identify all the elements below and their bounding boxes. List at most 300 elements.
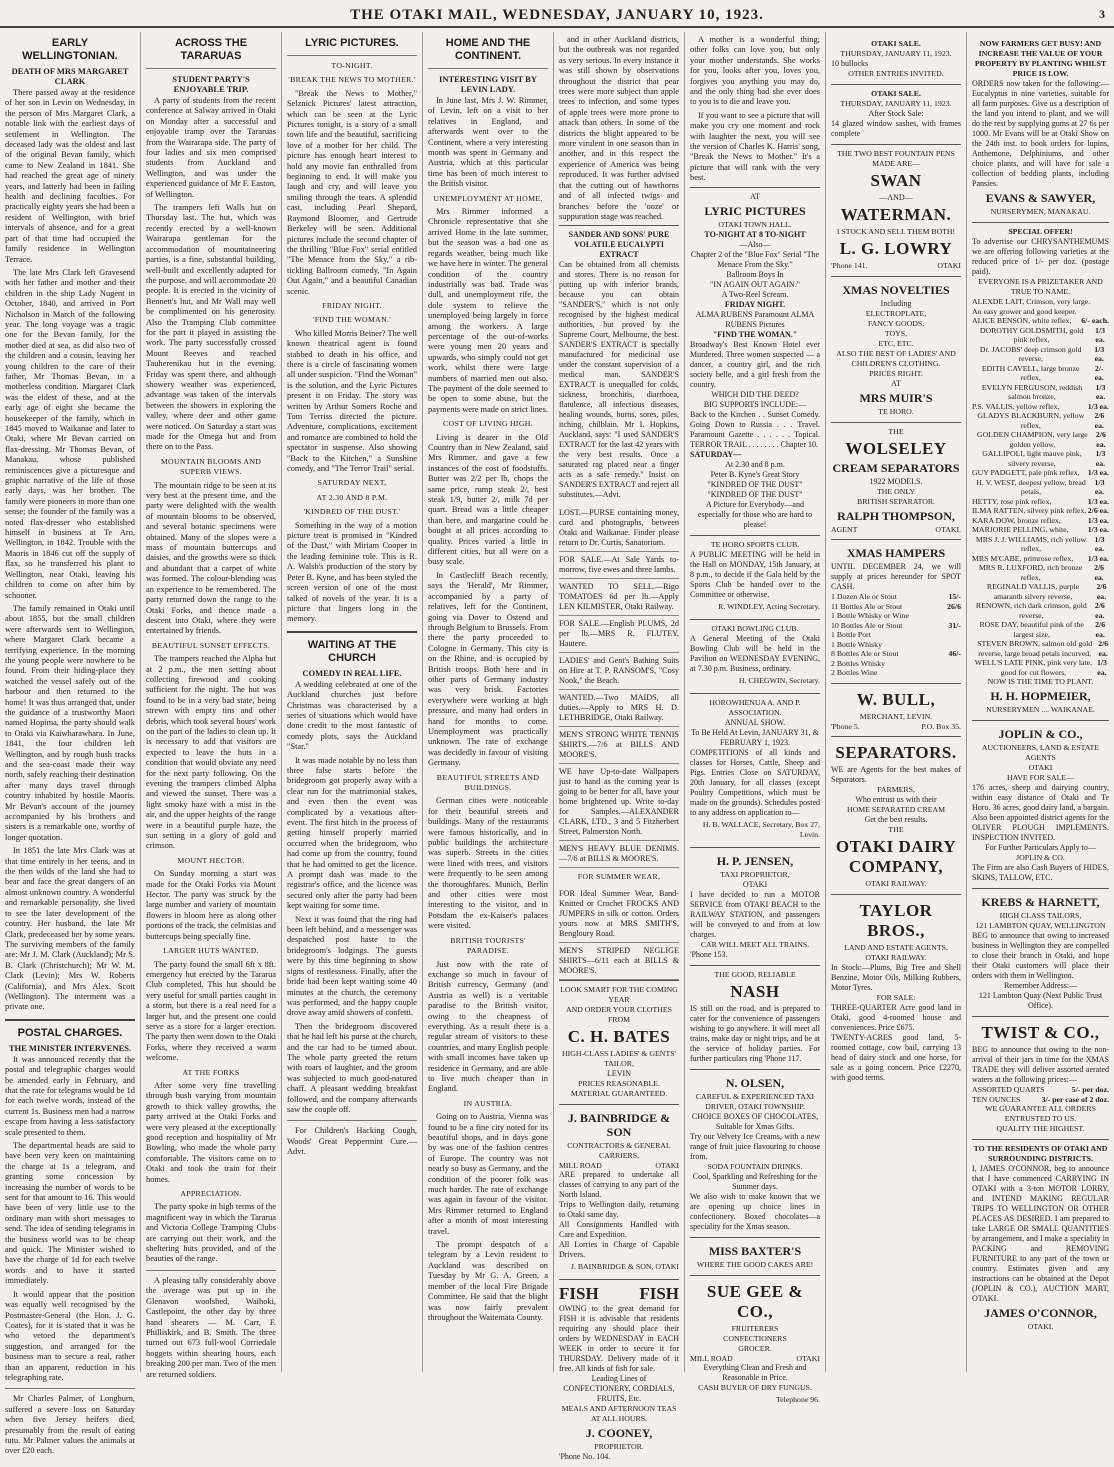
section-heading: TO-NIGHT. — [331, 61, 373, 70]
price-value: 1/3 ea. — [1095, 382, 1106, 401]
ad-name: WOLSELEY — [845, 438, 947, 458]
page-number: 3 — [1099, 7, 1106, 21]
article-subhead: INTERESTING VISIT BY LEVIN LADY. — [439, 74, 537, 94]
ad-line: At 2.30 and 8 p.m. — [725, 459, 785, 469]
ad-text: A General Meeting of the Otaki Bowling Club will be held in the Pavilion on WEDNESDAY EVENING, at 7.30 p.m. Business, ordinary. — [690, 633, 820, 673]
article-subhead: COMEDY IN REAL LIFE. — [302, 667, 402, 678]
price-value: 3/- per case of 2 doz. — [1041, 1094, 1109, 1104]
ad-signature: H. B. WALLACE, Secretary, Box 27, Levin. — [702, 819, 820, 839]
ad-line: PRICES RIGHT. — [869, 368, 923, 378]
ad-text: 14 glazed window sashes, with frames complete — [831, 119, 961, 138]
ad-name: H. P. JENSEN, — [716, 853, 794, 868]
ad-line: "FIND THE WOMAN." — [712, 329, 798, 339]
ad-name: L. G. LOWRY — [839, 239, 953, 258]
advertisement-joplin — [972, 720, 1109, 888]
section-heading: FRIDAY NIGHT. — [322, 300, 382, 310]
ad-text: WE are Agents for the best makes of Separators. — [831, 765, 961, 784]
article-paragraph: In 1851 the late Mrs Clark was at that time entirely in her teens, and in the then wilds of the land she had to bear and face the great dangers of an almost unknown country. A wonderful and remarkable personality, she lived to see the later development of the country. Her husband, the late Mr Clark, predeceased her by some years. The surviving members of the family are: Mr J. M. Clark (Auckland); Mr S. B. Clark (Christchurch); Mr W. M. Clark (Levin); Mrs W. Roberts (California), and Mrs Alex. Scott (Wellington). The interment was a private one. — [5, 846, 135, 1012]
price-value: 1/3 ea. — [1094, 534, 1105, 553]
article-paragraph: There passed away at the residence of her son in Levin on Wednesday, in the person of Mrs Margaret Clark, a notable link with the earliest days of settlement in Wellington. The deceased lady was the oldest and last of the original Bevan family, which came to New Zealand in 1841. She had reached the great age of ninety years, and latterly had been in failing health and declining faculties. For practically eighty years she had been a resident of Wellington, with brief intervals of absence, and for a great part of that time had occupied the family residence in Wellington Terrace. — [5, 88, 135, 264]
article-paragraph: After some very fine travelling through bush varying from mountain growth to thick valley growths, the party arrived at the Otaki Forks and were very pleased at the exceptionally good reception and hospitality of Mr Bowling, who made the whole party comfortable. The visitors came on to Otaki and took the train for their homes. — [146, 1080, 276, 1184]
section-heading: MOUNTAIN BLOOMS AND SUPERB VIEWS. — [160, 456, 262, 477]
price-row — [831, 640, 961, 650]
price-item: 11 Bottles Ale or Stout — [831, 601, 903, 611]
divider — [146, 68, 276, 69]
ad-line: "IN AGAIN OUT AGAIN." — [710, 279, 800, 289]
price-row — [972, 506, 1109, 516]
article-paragraph: Who killed Morris Beiner? The well known theatrical agent is found stabbed to death in his office, and there is a circle of fascinating women all under suspicion. "Find the Woman" is the solution, and the Lyric Pictures present it on Friday. The story was written by Arthur Somers Roche and Tom Terriss directed the picture. Adventure, complications, excitement and romance are combined to hold the spectator in suspense. Also showing "Back to the Kitchen," a Sunshine comedy, and "The Terror Trail" serial. — [287, 328, 417, 474]
section-heading: BEAUTIFUL STREETS AND BUILDINGS. — [436, 772, 540, 792]
price-row — [831, 659, 961, 669]
price-item: GOLDEN CHAMPION, very large golden yellow, — [977, 430, 1088, 449]
ad-line: Chapter 2 of the "Blue Fox" Serial "The Menace From the Sky." — [690, 249, 820, 269]
price-item: 1 Bottle Port — [831, 630, 871, 639]
advertisement-lyric — [690, 187, 820, 535]
ad-line: THE GOOD, RELIABLE — [714, 969, 796, 979]
ad-name: TWIST & CO., — [981, 1023, 1100, 1042]
classified-ad: MEN'S HEAVY BLUE DENIMS.—7/6 at BILLS & MOORE'S. — [559, 841, 679, 868]
price-value: 46/- — [948, 649, 961, 658]
price-item: EDITH CAVELL, large bronze reflex, — [981, 363, 1080, 382]
ad-line: OTAKI RAILWAY. — [865, 953, 927, 962]
price-item: ROSE DAY, beautiful pink of the largest size, — [979, 620, 1084, 639]
advertisement-olsen — [690, 1069, 820, 1237]
ad-signature: J. BAINBRIDGE & SON, OTAKI — [570, 1262, 679, 1272]
ad-title: OTAKI BOWLING CLUB. — [711, 623, 799, 633]
article-paragraph: The trampers reached the Alpha hut at 2 p.m., the men setting about collecting firewood and cooking sufficient for the night. The hut was found to be in a very bad state, being strewn with empty tins and other debris, which took several hours' work on the part of the ladies to clean up. It is necessary to add that visitors are expected to leave the huts in a condition that would obviate any need for the next party following. On the evening the trampers climbed Alpha and viewed the sunset. There was a light smoky haze with a mist in the air, and the upper heights of the range were in a beautiful purple haze, the sun setting in a glory of gold and crimson. — [146, 654, 276, 851]
ad-line: SODA FOUNTAIN DRINKS. — [707, 1161, 803, 1171]
ad-line: THURSDAY, JANUARY 11, 1923. — [840, 49, 952, 58]
article-paragraph: It was announced recently that the postal and telegraphic charges would be amended early in February, and that the rate for telegrams would be 1d for each twelve words, instead of the current 1s. Business men had a narrow escape from having a less satisfactory scale presented to them. — [5, 1054, 135, 1137]
ad-phone: 'Phone 153. — [690, 949, 728, 959]
article-paragraph: It would appear that the position was equally well recognised by the Postmaster-General (the Hon. J. G. Coates), for it is stated that it was he who vetoed the department's suggestion, and arranged for the business man to secure a real, rather than an apparent, reduction in his telegraphing rate. — [5, 1289, 135, 1382]
price-row — [831, 592, 961, 602]
price-value: 31/- — [948, 620, 961, 630]
article-paragraph: In June last, Mrs J. W. Rimmer, of Levin, left on a visit to her relatives in England, and afterwards went over to the Continent, where a very interesting month was spent in Germany and Austria, which at this particular time has been of much interest to the British visitor. — [428, 96, 548, 189]
ad-line: 10 bullocks — [831, 59, 869, 68]
price-row — [972, 326, 1109, 345]
ad-text: To advertise our CHRYSANTHEMUMS we are offering following varieties at the reduced price of 1/- per doz. (postage paid). — [972, 237, 1109, 276]
ad-line: EVERYONE IS A PRIZETAKER AND TRUE TO NAME. — [978, 277, 1103, 296]
advertisement-bainbridge — [559, 1104, 679, 1280]
classified-ad: LADIES' and Gent's Bathing Suits on Hire at T. P. RANSOM'S, "Cosy Nook," the Beach. — [559, 653, 679, 690]
column-7 — [826, 32, 967, 1372]
ad-name: TAYLOR BROS., — [859, 901, 933, 940]
ad-text: IS still on the road, and is prepared to cater for the convenience of passengers wishing to go anywhere. It will meet all trains, make day or night trips, and be at the service of holiday parties. For further particulars ring 'Phone 117. — [690, 1003, 820, 1063]
article-subhead: THE MINISTER INTERVENES. — [8, 1042, 132, 1053]
ad-line: Everything Clean and Fresh and Reasonable in Price. — [703, 1363, 807, 1383]
price-item: 10 Bottles Ale or Stout — [831, 620, 903, 630]
price-value: 1/3 ea. — [1087, 515, 1109, 525]
ad-line: OTHER ENTRIES INVITED. — [848, 69, 944, 78]
ad-signature: R. WINDLEY, Acting Secretary. — [718, 601, 820, 611]
price-value: 1/3 ea. — [1087, 401, 1109, 411]
ad-name: FISH — [639, 1284, 679, 1304]
advertisement-hopmeier — [972, 222, 1109, 720]
ad-line: AGENT — [831, 524, 858, 534]
section-heading: APPRECIATION. — [180, 1189, 242, 1199]
list-item: TOYS, — [884, 328, 908, 338]
price-row — [972, 658, 1109, 677]
ad-line: FRIDAY NIGHT. — [724, 299, 786, 309]
section-heading: 'BREAK THE NEWS TO MOTHER.' — [288, 75, 416, 85]
price-item: 1 Bottle Whisky or Wine — [831, 611, 909, 620]
ad-text: All Lorries in Charge of Capable Drivers. — [559, 1240, 679, 1260]
ad-text: ORDERS now taken for the following:—Eucalyptus in nine varieties, suitable for all farm purposes. Give us a description of the land you intend to plant, and we will do the rest by supplying gums at 27 6s per 1000. Mr Evans will be at Otaki Show on the 24th inst. to book orders for lupins, Anthemone, Delphiniums, and other choice plants, and will have for sale a collection of bedding plants, including Pansies. — [972, 79, 1109, 188]
price-item: P.S. VALLIS, yellow reflex, — [972, 401, 1060, 411]
price-row — [972, 1095, 1109, 1105]
ad-name: NASH — [730, 981, 780, 1001]
column-2 — [141, 32, 282, 1379]
price-value: 2/6 ea. — [1094, 563, 1105, 582]
ad-text: In Stock:—Plums, Big Tree and Shell Benzine, Motor Oils, Milking Rubbers, Motor Tyres. — [831, 963, 961, 992]
ad-line: NURSERYMEN, MANAKAU. — [990, 207, 1091, 216]
masthead — [0, 0, 1114, 28]
price-value: 1/3 ea. — [1095, 325, 1106, 344]
price-value: 5/- per doz. — [1071, 1085, 1109, 1094]
ad-line: PRICES REASONABLE. MATERIAL GUARANTEED. — [570, 1078, 668, 1098]
price-row — [972, 411, 1109, 430]
price-row — [972, 364, 1109, 383]
ad-title: SPECIAL OFFER! — [1008, 227, 1073, 236]
ad-text: Can be obtained from all chemists and stores. There is no reason for putting up with inferior brands, because you can obtain "SANDER'S," which is not only recognised by the highest medical authorities, but proved by the Supreme Court, Melbourne, the best. SANDER'S EXTRACT is specially manufactured for medicinal use under the constant supervision of a medical man. SANDER'S EXTRACT is unequalled for colds, sickness, bronchitis, diarrhoea, flatulence, all infectious diseases, healing wounds, burns, sores, piles, itching, chilblain. Mr I. Hopkins, Auckland, says: "I used SANDER'S EXTRACT for the last 42 years with the very best results. Once a saturated rag placed near a finger acts as a safe remedy." Insist on SANDER'S EXTRACT and reject all substitutes.—Advt. — [559, 260, 679, 500]
price-list — [972, 297, 1109, 677]
ad-title: HOROWHENUA A. AND P. ASSOCIATION. — [709, 697, 801, 717]
divider — [287, 631, 417, 633]
ad-phone: 'Phone 5. — [831, 721, 860, 731]
article-paragraph: If you want to see a picture that will make you cry one moment and rock with laughter the next, you will see the version of Charles K. Harris' song, "Break the News to Mother." It's a picture that will rank with the very best. — [690, 110, 820, 183]
section-heading: 'KINDRED OF THE DUST.' — [303, 507, 401, 517]
ad-phone: 'Phone 141. — [831, 261, 868, 270]
article-paragraph: Just now with the rate of exchange so much in favour of British currency, Germany (and Austria as well) is a veritable paradise to the British visitor, owing to the cheapness of everything. As a result there is a regular stream of visitors to these countries, and many English people with small incomes have taken up residence in Germany, and are able to live much cheaper than in England. — [428, 959, 548, 1094]
price-row — [972, 535, 1109, 554]
ad-title: NOW FARMERS GET BUSY! AND INCREASE THE VALUE OF YOUR PROPERTY BY PLANTING WHILST PRICE IS LOW. — [974, 39, 1107, 78]
ad-name: JAMES O'CONNOR, — [984, 1306, 1097, 1320]
ad-line: CONTRACTORS & GENERAL CARRIERS, — [567, 1140, 671, 1160]
ad-line: OTAKI. — [1027, 1322, 1054, 1331]
price-item: 8 Bottles Ale or Stout — [831, 649, 899, 658]
ad-line: FRUITERERS — [731, 1323, 779, 1333]
ad-text: Try our Velvety Ice Creams, with a new range of fruit juice flavouring to choose from. — [690, 1131, 820, 1161]
advertisement-fountain-pens — [831, 144, 961, 276]
ad-line: LOOK SMART FOR THE COMING YEAR — [560, 984, 678, 1004]
article-paragraph: Next it was found that the ring had been left behind, and a messenger was despatched post haste to the bridegroom's lodgings. The guests were by this time beginning to show signs of restlessness. Finally, after the bride had been kept waiting some 40 minutes at the church, the ceremony was performed, and the happy couple drove away amid showers of confetti. — [287, 914, 417, 1018]
ad-line: OTAKI RAILWAY. — [865, 879, 927, 888]
price-item: GUY PADGETT, pale pink reflex, — [972, 468, 1080, 477]
ad-line: JOPLIN & CO. — [1016, 853, 1065, 862]
ad-line: Remember Address:— — [1003, 981, 1078, 990]
article-paragraph: Mr Charles Palmer, of Longburn, suffered a severe loss on Saturday when five Jersey heifers died, presumably from the result of eating tutu. Mr Palmer values the animals at over £20 each. — [5, 1394, 135, 1456]
article-headline: POSTAL CHARGES. — [17, 1026, 123, 1039]
price-item: H. V. WEST, deepest yellow, bread petals, — [976, 477, 1086, 496]
ad-line: OTAKI TOWN HALL. — [718, 219, 792, 229]
ad-name: RALPH THOMPSON, — [837, 508, 955, 523]
article-paragraph: The party spoke in high terms of the magnificent way in which the Tararua and Victoria College Tramping Clubs are carrying out their work, and the sheltering huts provided, and of the beauties of the range. — [146, 1202, 276, 1264]
article-headline: LYRIC PICTURES. — [305, 37, 399, 49]
price-value: 1/3 ea. — [1095, 449, 1106, 468]
price-item: MARJORIE PELLING, white, — [972, 525, 1069, 534]
section-heading: AT THE FORKS — [182, 1067, 240, 1077]
price-row — [972, 563, 1109, 582]
section-heading: LARGER HUTS WANTED. — [163, 946, 259, 956]
ad-line: CHOICE BOXES OF CHOCOLATES, Suitable for Xmas Gifts. — [691, 1111, 819, 1131]
price-value: 2/6 ea. — [1087, 506, 1109, 515]
ad-line: THE — [888, 825, 904, 834]
advertisement-oconnor — [972, 1139, 1109, 1337]
article-paragraph: A party of students from the recent conference at Salway arrived in Otaki on Monday after a successful and enjoyable tramp over the Tararuas from the Wairarapa side. The party of four ladies and six men comprised students from Auckland and Wellington, and was under the experienced guidance of Mr F. Easton, of Wellington. — [146, 96, 276, 199]
price-item: ALICE BENSON, white reflex, — [972, 316, 1072, 325]
ad-line: THE — [888, 426, 904, 436]
ad-line: ANNUAL SHOW. — [724, 717, 786, 727]
article-paragraph: The trampers left Walls hut on Thursday last. The hut, which was recently erected by a well-known Wairarapa gentleman for the accommodation of mountaineering parties, is a fine, substantial building, well-built and excellently adapted for the purpose, and will accommodate 20 people. It is erected in the vicinity of Bennett's hut, and Mr Wall may well be complimented on his generosity. Also the Tramping Club committee for the part it played in assisting the work. The party successfully crossed Mount Reeves and reached Tauherenikau hut in the evening. Friday was spent there, and although showery weather was experienced, advantage was taken of the intervals between the showers in exploring the valley, where deer and other game were noticed. On Saturday a start was made for the Omega hut and from there on to the Pass. — [146, 203, 276, 452]
price-item: ALEXDE LAIT, Crimson, very large. — [972, 297, 1091, 306]
ad-line: HAVE FOR SALE— — [1006, 773, 1074, 782]
price-row — [831, 611, 961, 621]
advertisement-bates — [559, 980, 679, 1104]
price-list — [972, 1085, 1109, 1104]
ad-line: Who entrust us with their — [855, 795, 937, 804]
ad-line: OTAKI — [937, 261, 961, 270]
price-row — [972, 316, 1109, 326]
list-item: FANCY GOODS, — [867, 318, 925, 328]
ad-line: THE TWO BEST FOUNTAIN PENS MADE ARE— — [837, 149, 955, 168]
article-paragraph: The prompt despatch of a telegram by a Levin resident to Auckland was described on Tuesday by Mr G. A. Green, a member of the local Fire Brigade Committee. He said that the blight was now fairly prevalent throughout the Waitemata County. — [428, 1240, 548, 1322]
ad-line: OTAKI. — [935, 524, 961, 534]
price-row — [972, 345, 1109, 364]
ad-line: TAXI PROPRIETOR, — [720, 869, 790, 879]
ad-name: SEPARATORS. — [835, 743, 957, 762]
ad-line: For Further Particulars Apply to— — [985, 843, 1096, 852]
article-paragraph: A pleasing tally considerably above the average was put up in the Glenavon woolshed, Waihoki, Castlepoint, the other day by three hand shearers — M. Carr, F. Philliskirk, and B. Smith. The three turned out 673 full-wool Corriedale hoggets within shearing hours, each breaking 200 per man. Two of the men are returned soldiers. — [146, 1275, 276, 1379]
divider — [5, 1019, 135, 1021]
ad-line: TO-NIGHT AT 8 TO-NIGHT — [704, 229, 806, 239]
ad-text: A PUBLIC MEETING will be held in the Hall on MONDAY, 15th January, at 8 p.m., to decide if the Gala held by the Sports Club be handed over to the Committee or otherwise. — [690, 549, 820, 599]
list-item: ETC, ETC. — [878, 338, 914, 348]
divider — [287, 55, 417, 56]
column-5 — [554, 32, 685, 1462]
ad-name: XMAS HAMPERS — [846, 546, 946, 560]
column-1 — [0, 32, 141, 1456]
ad-title: OTAKI SALE. — [871, 39, 921, 48]
price-value: 15/- — [948, 592, 961, 601]
ad-line: Including — [880, 298, 912, 308]
advertisement-bowling-club — [690, 619, 820, 693]
article-headline: ACROSS THE TARARUAS — [174, 37, 248, 62]
classified-ad: WANTED.—Two MAIDS, all duties.—Apply to MRS H. D. LETHBRIDGE, Otaki Railway. — [559, 690, 679, 727]
ad-line: AND ORDER YOUR CLOTHES FROM — [565, 1004, 673, 1024]
ad-line: —Also— — [739, 239, 771, 249]
ad-line: FARMERS, — [877, 785, 915, 794]
ad-name: MRS MUIR'S — [859, 390, 933, 405]
price-value: 1/3 ea. — [1094, 477, 1105, 496]
price-row — [972, 554, 1109, 564]
article-subhead: STUDENT PARTY'S ENJOYABLE TRIP. — [172, 74, 250, 94]
advertisement-krebs-harnett — [972, 888, 1109, 1016]
price-item: MRS J. J. WILLIAMS, rich yellow reflex, — [975, 534, 1087, 553]
price-value: 2/6 ea. — [1095, 620, 1106, 639]
ad-line: AT — [891, 378, 901, 388]
ad-line: MERCHANT, LEVIN. — [859, 711, 933, 721]
column-3 — [282, 32, 423, 1372]
ad-text: Back to the Kitchen . . Sunset Comedy. Going Down to Russia . . . Travel. Paramount Gazette . . . . . . Topical. TERROR TRAIL . . . . . . . . Chapter 10. — [690, 409, 820, 449]
ad-line: OTAKI — [1028, 763, 1053, 772]
ad-line: After Stock Sale: — [868, 109, 924, 118]
ad-line: Get the best results. — [864, 815, 928, 824]
ad-text: We also wish to make known that we are opening up choice lines in confectionery. Boxed chocolates—a speciality for the Xmas season. — [690, 1191, 820, 1231]
price-item: MRS M'CABE, primrose reflex, — [972, 553, 1074, 563]
divider — [5, 1388, 135, 1389]
ad-line: To Be Held At Levin, JANUARY 31, & FEBRUARY 1, 1923. — [691, 727, 819, 747]
price-item: DOROTHY GOLDSMITH, gold pink reflex, — [979, 325, 1084, 344]
classified-ad: MEN'S STRIPED NEGLIGE SHIRTS—6/11 each at BILLS & MOORE'S. — [559, 943, 679, 980]
article-paragraph: Then the bridegroom discovered that he had left his purse at the church, and the car had to be turned about. The whole party greeted the return with roars of laughter, and the groom was subjected to much good-natured chaff. A pleasant wedding breakfast followed, and the company afterwards saw the couple off. — [287, 1021, 417, 1114]
section-heading: BRITISH TOURISTS' PARADISE. — [450, 935, 526, 956]
price-row — [831, 602, 961, 612]
ad-line: GROCER. — [738, 1343, 772, 1353]
section-heading: COST OF LIVING HIGH. — [443, 419, 533, 429]
price-row — [831, 649, 961, 659]
price-item: 2 Bottles Whisky — [831, 658, 886, 668]
article-headline: HOME AND THE CONTINENT. — [445, 37, 531, 62]
advertisement-twist — [972, 1016, 1109, 1139]
article-paragraph: A wedding celebrated at one of the Auckland churches just before Christmas was characterised by a series of situations which would have done credit to the most fantastic of comedy plots, says the Auckland "Star." — [287, 679, 417, 752]
price-value: 1/3 ea. — [1087, 468, 1109, 477]
article-paragraph: The family remained in Otaki until about 1855, but the small children were afterwards sent to Wellington, where Margaret Clark became a terrifying experience. In the morning the young people were nowhere to be found. From their hiding-place they watched the vessel safely out of the harbour and then returned to the home! It was thus arranged that, under the guidance of a trustworthy Maori named Hopima, the party should walk to Otaki via Kaiwharawhara. In June, 1841, the four children left Wellington, and by rough bush tracks and the sea-coast made their way north, safely reaching their destination after many days travel through country inhabited by hostile Maoris. Mr Bevan's account of the journey accompanied by his brothers and sisters is a remarkable one, worthy of longer quotation. — [5, 603, 135, 842]
price-row — [972, 620, 1109, 639]
ad-line: WHICH DID THE DEED? — [711, 389, 799, 399]
ad-text: ARE prepared to undertake all classes of carrying to any part of the North Island. — [559, 1170, 679, 1200]
advertisement-wolseley — [831, 422, 961, 540]
ad-line: HOME SEPARATED CREAM — [846, 805, 946, 814]
ad-line: BRITISH SEPARATOR. — [857, 496, 935, 506]
ad-name: WATERMAN. — [840, 205, 952, 224]
article-paragraph: German cities were noticeable for their beautiful streets and buildings. Many of the restaurants were famous historically, and in public buildings the architecture was superb. Streets in the cities were lined with trees, and visitors were frequently to be seen among the thoroughfares. Munich, Berlin and other cities were most interesting to the visitor, and in Potsdam the ex-Kaiser's palaces were visited. — [428, 796, 548, 931]
price-row — [972, 449, 1109, 468]
price-value: 2/6 ea. — [1094, 411, 1105, 430]
ad-line: 121 LAMBTON QUAY, WELLINGTON — [975, 921, 1106, 930]
divider — [287, 1120, 417, 1121]
ad-line: 1922 MODELS. — [869, 476, 923, 486]
price-row — [972, 497, 1109, 507]
ad-line: THE ONLY — [877, 486, 915, 496]
article-paragraph: Something in the way of a motion picture treat is promised in "Kindred of the Dust," with Miriam Cooper in the leading feminine role. This is R. A. Walsh's production of the story by Peter B. Kyne, and has been styled the screen version of one of the most talked of novels of the year. It is a picture that lingers long in the memory. — [287, 520, 417, 624]
price-value: 1/3 ea. — [1087, 553, 1109, 563]
price-value: 1/3 ea. — [1087, 496, 1109, 506]
article-paragraph: and in other Auckland districts, but the outbreak was not regarded as very serious. In every instance it was still shown by observations throughout the district that pear trees were more subject than apple trees to infection, and some types of apple trees were more prone to attack than others. In some of the districts the blight appeared to be more virulent in one season than in another, and in this respect the experience of America was being reproduced. It was further advised that the cutting out of hawthorns and of all infected twigs and branches before the 'ooze' or suppuration stage was reached. — [559, 35, 679, 221]
ad-text: TWENTY-ACRES good land, 5-roomed cottage, cow bail, carrying 13 head of dairy stock and one horse, for sale as a going concern. Price £2270, with good terms. — [831, 1033, 961, 1082]
classified-ad: FOR SALE.—English PLUMS, 2d per lb.—MRS R. FLUTEY, Hautere. — [559, 616, 679, 653]
advertisement-xmas-hampers — [831, 539, 961, 683]
ad-title: SANDER AND SONS' PURE VOLATILE EUCALYPTI EXTRACT — [568, 230, 670, 260]
price-item: TEN OUNCES — [972, 1094, 1021, 1104]
price-row — [972, 383, 1109, 402]
price-value: 26/6 — [947, 601, 961, 611]
ad-text: I have decided to run a MOTOR SERVICE from OTAKI BEACH to the RAILWAY STATION, and passengers will be conveyed to and from at low charges. — [690, 889, 820, 939]
section-heading: MOUNT HECTOR. — [177, 855, 245, 865]
ad-text: THREE-QUARTER Acre good land in Otaki, good 4-roomed house and conveniences. Price £675. — [831, 1003, 961, 1032]
price-value: 2/6 ea. — [1094, 601, 1105, 620]
price-value: 1/3 ea. — [1096, 658, 1107, 677]
ad-line: OTAKI — [655, 1160, 679, 1170]
price-item: KARA DOW, bronze reflex, — [972, 515, 1061, 525]
price-item: WELL'S LATE PINK, pink very late, good for cut flowers, — [974, 658, 1093, 677]
ad-line: WE GUARANTEE ALL ORDERS ENTRUSTED TO US. — [985, 1104, 1096, 1123]
section-heading: IN AUSTRIA. — [463, 1098, 513, 1108]
classified-ad: LOST.—PURSE containing money, card and photographs, between Otaki and Waikanae. Finder please return to Dr. Curtis, Sanatorium. — [559, 505, 679, 552]
article-subhead: DEATH OF MRS MARGARET CLARK — [11, 66, 129, 86]
ad-line: TE HORO. — [878, 406, 914, 416]
price-list — [831, 592, 961, 678]
article-headline: WAITING AT THE CHURCH — [307, 638, 397, 664]
ad-text: Trips to Wellington daily, returning to Otaki same day. — [559, 1200, 679, 1220]
ad-phone: Telephone 96. — [775, 1395, 820, 1405]
article-paragraph: "Break the News to Mother," Selznick Pictures' latest attraction, which can be seen at the Lyric Pictures tonight, is a story of a small town life and the beautiful, sacrificing love of a mother for her child. The picture has enough heart interest to hold any movie fan enthralled from beginning to end. It will make you laugh and cry, and will leave you smiling through the tears. A splendid cast, including Pearl Shepard, Raymond Bloomer, and Gertrude Berkeley will be seen. Additional pictures include the second chapter of the thrilling "Blue Fox" serial entitled "The Menace from the Sky," a rib-tickling Ballroom comedy, "In Again Out Again," and a beautiful Canadian scenic. — [287, 88, 417, 296]
ad-line: ALMA RUBENS Paramount ALMA RUBENS Pictures — [695, 309, 815, 329]
ad-line: MILL ROAD — [559, 1160, 602, 1170]
advertisement-baxter — [690, 1237, 820, 1275]
ad-line: I STOCK AND SELL THEM BOTH! — [836, 227, 956, 236]
section-heading: FOR SUMMER WEAR, — [577, 872, 661, 882]
price-row — [972, 297, 1109, 307]
ad-name: H. H. HOPMEIER, — [990, 689, 1091, 703]
price-row — [831, 668, 961, 678]
ad-line: OTAKI — [742, 879, 768, 889]
article-paragraph: On Sunday morning a start was made for the Otaki Forks via Mount Hector. The party was struck by the large number and variety of mountain flowers in bloom here as along other portions of the track, the celmisias and buttercups being specially fine. — [146, 869, 276, 941]
article-paragraph: The departmental heads are said to have been very keen on maintaining the charge at 1s a telegram, and granting some concession by increasing the number of words to be sent for that amount to 16. This would have been of very little use to the ordinary man with short messages to send. The idea of sending telegrams in the business world was to be cheap and quick. The Minister wished to have the charge of 1d for each twelve words and to have it started immediately. — [5, 1141, 135, 1286]
masthead-title: THE OTAKI MAIL, WEDNESDAY, JANUARY 10, 1923. — [350, 7, 764, 23]
ad-name: C. H. BATES — [567, 1026, 671, 1046]
article-paragraph: The mountain ridge to be seen at its very best at the present time, and the party were delighted with the wealth of mountain blooms to be observed, and several botanic specimens were obtained. Many of the slopes were a mass of mountain buttercups and daisies, and the growths were so thick and abundant that a carpet of white was formed. The colour-blending was an experience to be remembered. The party returned down the range to the Otaki Forks, and thence made a descent into Otaki, where they were entertained by friends. — [146, 480, 276, 636]
ad-line: THURSDAY, JANUARY 11, 1923. — [840, 99, 952, 108]
ad-line: HIGH CLASS TAILORS, — [999, 911, 1082, 920]
ad-line: AT — [750, 191, 760, 201]
section-heading: UNEMPLOYMENT AT HOME. — [433, 193, 543, 203]
section-heading: BEAUTIFUL SUNSET EFFECTS. — [151, 640, 271, 650]
price-row — [972, 430, 1109, 449]
price-row — [972, 601, 1109, 620]
ad-line: —AND— — [879, 193, 913, 202]
ad-text: Broadway's Best Known Hotel ever Murdered. Three women suspected — a dancer, a country girl, and the rich society belle, and a girl fresh from the country. — [690, 339, 820, 389]
ad-name: MISS BAXTER'S — [708, 1243, 802, 1258]
ad-line: Peter B. Kyne's Great Story "KINDRED OF THE DUST" "KINDRED OF THE DUST" — [707, 469, 803, 499]
ad-name: SWAN — [870, 171, 922, 190]
ad-line: P.O. Box 35. — [921, 721, 961, 731]
article-paragraph: The party found the small 6ft x 8ft. emergency hut erected by the Tararua Club completed. This hut should be very useful for small parties caught in a storm, but there is a real need for a larger hut, and the present one could serve as a store for a larger erection. The party then went down to the Otaki Forks, where they received a warm welcome. — [146, 959, 276, 1063]
price-value: 2/- ea. — [1094, 363, 1104, 382]
ad-line: Cool, Sparkling and Refreshing for the Summer days. — [692, 1171, 818, 1191]
ad-line: 121 Lambton Quay (Next Public Trust Office). — [978, 991, 1103, 1010]
ad-line: NURSERYMEN .... WAIKANAE. — [986, 705, 1095, 714]
ad-text: BEG to announce that owing to increased business in Wellington they are compelled to close their branch in Otaki, and hope their Otaki customers will place their orders with them in Wellington. — [972, 931, 1109, 980]
ad-line: WHERE THE GOOD CAKES ARE! — [696, 1259, 814, 1269]
advertisement-bull — [831, 683, 961, 737]
advertisement-line: For Children's Hacking Cough, Woods' Great Peppermint Cure.—Advt. — [287, 1126, 417, 1157]
ad-line: ALSO THE BEST OF LADIES' AND CHILDREN'S CLOTHING. — [836, 348, 956, 368]
ad-line: MEALS AND AFTERNOON TEAS AT ALL HOURS. — [561, 1404, 677, 1424]
advertisement-nash — [690, 965, 820, 1069]
ad-title: OTAKI SALE. — [871, 89, 921, 98]
price-item: ASSORTED QUARTS — [972, 1085, 1045, 1094]
ad-line: CASH BUYER OF DRY FUNGUS. — [698, 1383, 812, 1393]
ad-name: SUE GEE & CO., — [706, 1281, 804, 1321]
ad-line: QUALITY THE HIGHEST. — [996, 1124, 1085, 1133]
price-item: MRS R. LUXFORD, rich bronze reflex, — [978, 563, 1083, 582]
ad-signature: H. CHEGWIN, Secretary. — [738, 675, 820, 685]
price-row — [972, 402, 1109, 412]
classified-ad: WANTED TO SELL.—Rigo TOMATOES 6d per lb.—Apply LEN KILMISTER, Otaki Railway. — [559, 579, 679, 616]
price-value: 2/6 ea. — [1095, 430, 1106, 449]
advertisement-xmas-novelties — [831, 276, 961, 422]
